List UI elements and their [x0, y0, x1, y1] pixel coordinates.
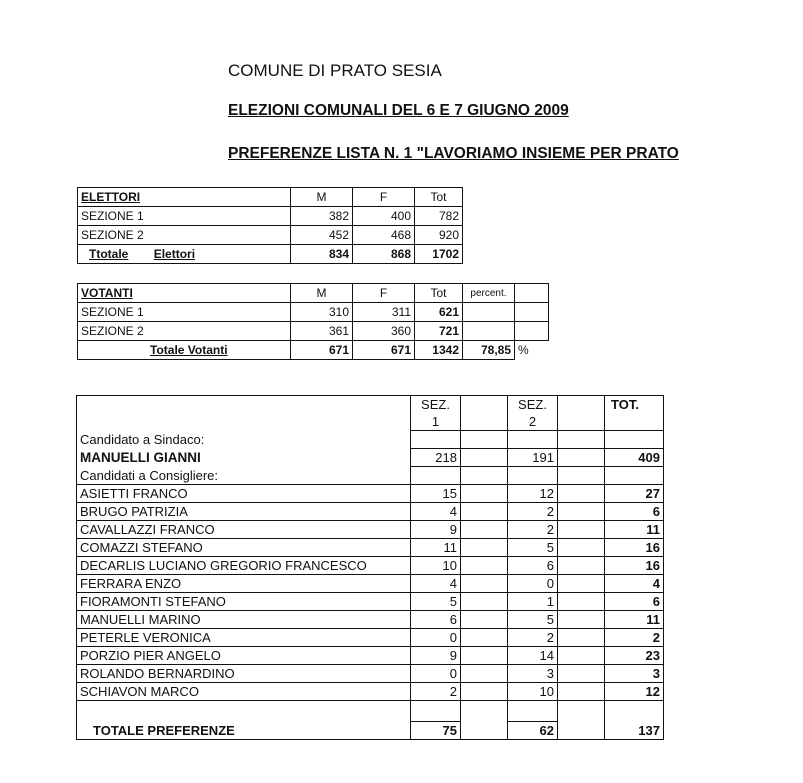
cell-tot: 23: [605, 647, 664, 665]
table-row: [77, 683, 664, 701]
cell-s2: 12: [508, 485, 558, 503]
col-tot: Tot: [415, 284, 463, 303]
empty-cell: [461, 665, 508, 683]
empty-cell: [558, 611, 605, 629]
preferenze-title: PREFERENZE LISTA N. 1 "LAVORIAMO INSIEME PER PRATO: [228, 145, 679, 162]
sindaco-label: Candidato a Sindaco:: [77, 431, 411, 449]
empty-cell: [461, 611, 508, 629]
consiglieri-label: Candidati a Consigliere:: [77, 467, 411, 485]
empty-cell: [558, 485, 605, 503]
col-percent: percent.: [463, 284, 515, 303]
total-label: [78, 245, 291, 264]
col-tot: Tot: [415, 188, 463, 207]
empty-cell: [558, 396, 605, 414]
votanti-header-row: [78, 284, 549, 303]
candidate-name: PORZIO PIER ANGELO: [77, 647, 411, 665]
cell-s1: 0: [411, 665, 461, 683]
cell-f: 400: [353, 207, 415, 226]
cell-tot: 1342: [415, 341, 463, 360]
table-row: [77, 557, 664, 575]
elettori-header-row: [78, 188, 463, 207]
candidati-list: [77, 485, 664, 701]
empty-cell: [461, 722, 508, 740]
totale-preferenze-row: [77, 722, 664, 740]
empty-cell: [558, 539, 605, 557]
cell-tot: 782: [415, 207, 463, 226]
table-row: [77, 629, 664, 647]
total-label-1: Ttotale: [89, 246, 129, 261]
cell-tot: 11: [605, 611, 664, 629]
candidate-name: COMAZZI STEFANO: [77, 539, 411, 557]
cell-tot: 1702: [415, 245, 463, 264]
empty-cell: [461, 503, 508, 521]
cell-s2: 10: [508, 683, 558, 701]
cell-f: 311: [353, 303, 415, 322]
cell-m: 834: [291, 245, 353, 264]
cell-s2: 2: [508, 521, 558, 539]
empty-cell: [461, 449, 508, 467]
empty-cell: [515, 284, 549, 303]
cell-m: 452: [291, 226, 353, 245]
cell-s1: 0: [411, 629, 461, 647]
col-sez2: SEZ.: [508, 396, 558, 414]
col-f: F: [353, 284, 415, 303]
cell-tot: 721: [415, 322, 463, 341]
cell-s1: 9: [411, 647, 461, 665]
cell-m: 361: [291, 322, 353, 341]
empty-cell: [605, 413, 664, 431]
empty-cell: [558, 629, 605, 647]
empty-cell: [461, 629, 508, 647]
table-row: [78, 207, 463, 226]
empty-cell: [558, 449, 605, 467]
cell-s2: 3: [508, 665, 558, 683]
preferenze-table: [76, 395, 664, 740]
table-row: [77, 485, 664, 503]
cell-s1: 218: [411, 449, 461, 467]
cell-tot: 409: [605, 449, 664, 467]
votanti-title: VOTANTI: [78, 284, 291, 303]
table-row: [78, 322, 549, 341]
total-label-2: Elettori: [153, 246, 196, 261]
cell-f: 468: [353, 226, 415, 245]
col-m: M: [291, 188, 353, 207]
cell-s2: 6: [508, 557, 558, 575]
candidate-name: CAVALLAZZI FRANCO: [77, 521, 411, 539]
table-row: [77, 665, 664, 683]
empty-cell: [515, 303, 549, 322]
candidate-name: PETERLE VERONICA: [77, 629, 411, 647]
cell-s2: 2: [508, 503, 558, 521]
sindaco-label-row: [77, 431, 664, 449]
col-sez1: SEZ.: [411, 396, 461, 414]
cell-s2: 62: [508, 722, 558, 740]
candidate-name: DECARLIS LUCIANO GREGORIO FRANCESCO: [77, 557, 411, 575]
empty-cell: [558, 683, 605, 701]
empty-cell: [515, 322, 549, 341]
cell-tot: 27: [605, 485, 664, 503]
empty-cell: [461, 647, 508, 665]
cell-m: 382: [291, 207, 353, 226]
table-row: [78, 303, 549, 322]
empty-cell: [463, 322, 515, 341]
elettori-table: [77, 187, 463, 264]
candidate-name: FIORAMONTI STEFANO: [77, 593, 411, 611]
empty-cell: [558, 647, 605, 665]
cell-s1: 15: [411, 485, 461, 503]
empty-cell: [558, 722, 605, 740]
cell-s2: 2: [508, 629, 558, 647]
cell-s2: 5: [508, 539, 558, 557]
table-row: [77, 521, 664, 539]
cell-tot: 12: [605, 683, 664, 701]
cell-s2: 5: [508, 611, 558, 629]
empty-cell: [77, 701, 411, 722]
cell-tot: 4: [605, 575, 664, 593]
cell-s1: 2: [411, 683, 461, 701]
empty-cell: [461, 683, 508, 701]
candidate-name: ASIETTI FRANCO: [77, 485, 411, 503]
cell-s1: 6: [411, 611, 461, 629]
cell-s2: 1: [508, 593, 558, 611]
cell-s2: 0: [508, 575, 558, 593]
totale-label: TOTALE PREFERENZE: [77, 722, 411, 740]
empty-cell: [463, 303, 515, 322]
table-row: [78, 226, 463, 245]
row-label: SEZIONE 2: [78, 226, 291, 245]
cell-s1: 4: [411, 575, 461, 593]
votanti-table: [77, 283, 549, 360]
candidate-name: MANUELLI MARINO: [77, 611, 411, 629]
table-row: [77, 539, 664, 557]
table-row: [77, 503, 664, 521]
row-label: SEZIONE 2: [78, 322, 291, 341]
total-label: [78, 341, 291, 360]
cell-tot: 6: [605, 503, 664, 521]
col-sez2-num: 2: [508, 413, 558, 431]
cell-tot: 16: [605, 539, 664, 557]
empty-cell: [77, 396, 411, 414]
cell-tot: 920: [415, 226, 463, 245]
candidate-name: SCHIAVON MARCO: [77, 683, 411, 701]
total-label-text: Totale Votanti: [150, 342, 228, 357]
consiglieri-label-row: [77, 467, 664, 485]
elezioni-title: ELEZIONI COMUNALI DEL 6 E 7 GIUGNO 2009: [228, 102, 569, 119]
candidate-name: FERRARA ENZO: [77, 575, 411, 593]
cell-s1: 11: [411, 539, 461, 557]
empty-cell: [77, 413, 411, 431]
pref-header-row-1: [77, 396, 664, 414]
cell-tot: 2: [605, 629, 664, 647]
cell-tot: 621: [415, 303, 463, 322]
cell-s1: 9: [411, 521, 461, 539]
row-label: SEZIONE 1: [78, 207, 291, 226]
elettori-total-row: [78, 245, 463, 264]
cell-tot: 137: [605, 722, 664, 740]
cell-m: 671: [291, 341, 353, 360]
pref-header-row-2: [77, 413, 664, 431]
cell-percent: 78,85: [463, 341, 515, 360]
elettori-title: ELETTORI: [78, 188, 291, 207]
cell-tot: 3: [605, 665, 664, 683]
empty-cell: [558, 665, 605, 683]
empty-cell: [461, 557, 508, 575]
empty-cell: [558, 575, 605, 593]
cell-s1: 75: [411, 722, 461, 740]
empty-cell: [461, 521, 508, 539]
table-row: [77, 647, 664, 665]
empty-cell: [558, 503, 605, 521]
empty-cell: [461, 396, 508, 414]
empty-cell: [461, 485, 508, 503]
empty-cell: [558, 521, 605, 539]
empty-cell: [558, 557, 605, 575]
cell-s2: 191: [508, 449, 558, 467]
cell-tot: 16: [605, 557, 664, 575]
cell-tot: 6: [605, 593, 664, 611]
votanti-total-row: [78, 341, 549, 360]
sindaco-name: MANUELLI GIANNI: [77, 449, 411, 467]
empty-cell: [461, 593, 508, 611]
candidate-name: BRUGO PATRIZIA: [77, 503, 411, 521]
empty-cell: [558, 593, 605, 611]
cell-s2: 14: [508, 647, 558, 665]
table-row: [77, 575, 664, 593]
empty-cell: [461, 539, 508, 557]
cell-s1: 5: [411, 593, 461, 611]
cell-f: 868: [353, 245, 415, 264]
col-tot: TOT.: [605, 396, 664, 414]
table-row: [77, 611, 664, 629]
cell-f: 360: [353, 322, 415, 341]
cell-s1: 4: [411, 503, 461, 521]
pref-spacer-row: [77, 701, 664, 722]
row-label: SEZIONE 1: [78, 303, 291, 322]
empty-cell: [461, 575, 508, 593]
cell-m: 310: [291, 303, 353, 322]
percent-sign: %: [518, 342, 529, 357]
candidate-name: ROLANDO BERNARDINO: [77, 665, 411, 683]
comune-title: COMUNE DI PRATO SESIA: [228, 61, 442, 80]
col-m: M: [291, 284, 353, 303]
col-f: F: [353, 188, 415, 207]
sindaco-row: [77, 449, 664, 467]
cell-f: 671: [353, 341, 415, 360]
empty-cell: [558, 413, 605, 431]
table-row: [77, 593, 664, 611]
cell-tot: 11: [605, 521, 664, 539]
empty-cell: [461, 413, 508, 431]
cell-s1: 10: [411, 557, 461, 575]
col-sez1-num: 1: [411, 413, 461, 431]
